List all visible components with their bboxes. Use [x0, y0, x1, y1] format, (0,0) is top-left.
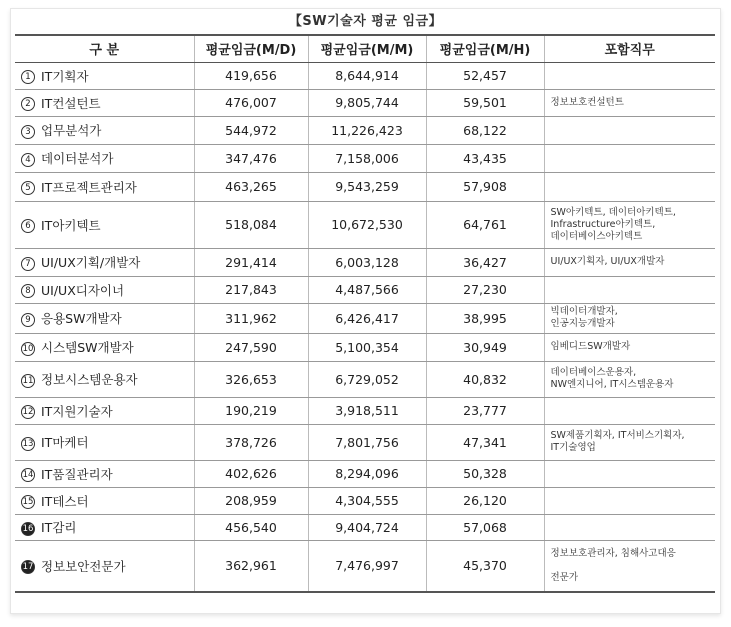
- avg-mh-cell: 57,908: [426, 172, 544, 201]
- table-row: [15, 540, 715, 592]
- avg-mh-cell: 45,370: [426, 540, 544, 592]
- avg-mm-cell: 4,487,566: [308, 276, 426, 303]
- avg-mh-cell: 23,777: [426, 397, 544, 424]
- duties-cell: [544, 201, 715, 248]
- duty-line: SW제품기획자, IT서비스기획자,: [550, 430, 685, 441]
- avg-mm-cell: 10,672,530: [308, 201, 426, 248]
- category-name: IT지원기술자: [41, 403, 113, 419]
- avg-md-cell: 378,726: [194, 424, 308, 460]
- category-cell: [15, 361, 194, 397]
- category-cell: [15, 276, 194, 303]
- circled-number: 17: [22, 562, 34, 573]
- table-row: [15, 248, 715, 276]
- duty-line: 데이터베이스아키텍트: [550, 230, 643, 242]
- circled-number: 13: [22, 438, 34, 449]
- category-name: 정보보안전문가: [41, 558, 126, 574]
- avg-md-cell: 402,626: [194, 460, 308, 487]
- header-row: [15, 35, 715, 62]
- duties-cell: [544, 116, 715, 144]
- category-name: IT테스터: [41, 493, 89, 509]
- circled-number: 9: [21, 313, 35, 327]
- circled-number: 4: [21, 153, 35, 167]
- avg-md-cell: 247,590: [194, 333, 308, 361]
- category-cell: [15, 514, 194, 540]
- avg-mm-cell: 6,003,128: [308, 248, 426, 276]
- duties-cell: [544, 89, 715, 116]
- duties-cell: [544, 248, 715, 276]
- circled-number: 8: [21, 284, 35, 298]
- table-row: [15, 116, 715, 144]
- category-cell: [15, 201, 194, 248]
- circled-number: 5: [21, 181, 35, 195]
- avg-md-cell: 456,540: [194, 514, 308, 540]
- avg-md-cell: 362,961: [194, 540, 308, 592]
- table-row: [15, 460, 715, 487]
- circled-number: 16: [22, 523, 34, 534]
- avg-mh-cell: 40,832: [426, 361, 544, 397]
- category-name: 시스템SW개발자: [41, 340, 134, 355]
- duties-cell: [544, 540, 715, 592]
- duties-cell: [544, 460, 715, 487]
- avg-mh-cell: 47,341: [426, 424, 544, 460]
- avg-mm-cell: 7,801,756: [308, 424, 426, 460]
- wage-table: [15, 34, 715, 593]
- category-name: 정보시스템운용자: [41, 372, 138, 387]
- duty-line: 정보보호컨설턴트: [550, 96, 624, 108]
- category-name: UI/UX기획/개발자: [41, 255, 141, 270]
- avg-mh-cell: 68,122: [426, 116, 544, 144]
- avg-mm-cell: 3,918,511: [308, 397, 426, 424]
- avg-mm-cell: 9,404,724: [308, 514, 426, 540]
- duties-cell: [544, 424, 715, 460]
- duty-line: 임베디드SW개발자: [550, 341, 631, 352]
- duties-cell: [544, 487, 715, 514]
- circled-number: 6: [21, 219, 35, 233]
- avg-mh-cell: 26,120: [426, 487, 544, 514]
- table-row: [15, 276, 715, 303]
- circled-number: 3: [21, 125, 35, 139]
- circled-number: 2: [21, 97, 35, 111]
- avg-md-cell: 208,959: [194, 487, 308, 514]
- circled-number: 12: [22, 407, 34, 417]
- table-row: [15, 201, 715, 248]
- avg-mm-cell: 7,158,006: [308, 144, 426, 172]
- category-cell: [15, 487, 194, 514]
- duty-line: 데이터베이스운용자,: [550, 367, 637, 378]
- duty-line: 정보보호관리자, 침해사고대응: [550, 547, 676, 559]
- duties-cell: [544, 62, 715, 89]
- avg-mh-cell: 30,949: [426, 333, 544, 361]
- avg-md-cell: 217,843: [194, 276, 308, 303]
- duties-cell: [544, 361, 715, 397]
- category-name: 데이터분석가: [41, 151, 114, 166]
- category-cell: [15, 144, 194, 172]
- category-name: IT아키텍트: [41, 217, 101, 233]
- category-cell: [15, 424, 194, 460]
- category-name: 응용SW개발자: [41, 311, 122, 326]
- table-row: [15, 333, 715, 361]
- avg-mh-cell: 57,068: [426, 514, 544, 540]
- avg-md-cell: 311,962: [194, 303, 308, 333]
- duty-line: Infrastructure아키텍트,: [550, 218, 656, 230]
- duty-line: 전문가: [550, 571, 579, 583]
- duty-line: 빅데이터개발자,: [550, 306, 618, 317]
- avg-md-cell: 190,219: [194, 397, 308, 424]
- avg-mh-cell: 38,995: [426, 303, 544, 333]
- circled-number: 11: [22, 375, 34, 386]
- header-category: 구 분: [15, 35, 194, 62]
- avg-mh-cell: 43,435: [426, 144, 544, 172]
- category-cell: [15, 460, 194, 487]
- avg-md-cell: 291,414: [194, 248, 308, 276]
- header-avg-md: 평균임금(M/D): [194, 35, 308, 62]
- avg-mh-cell: 27,230: [426, 276, 544, 303]
- duty-line: 인공지능개발자: [550, 318, 615, 329]
- avg-mm-cell: 6,729,052: [308, 361, 426, 397]
- avg-md-cell: 463,265: [194, 172, 308, 201]
- category-name: IT기획자: [41, 68, 89, 84]
- duties-cell: [544, 144, 715, 172]
- table-row: [15, 89, 715, 116]
- table-row: [15, 361, 715, 397]
- duties-cell: [544, 514, 715, 540]
- table-title: 【SW기술자 평균 임금】: [288, 14, 443, 29]
- category-cell: [15, 248, 194, 276]
- header-duties: 포함직무: [544, 35, 715, 62]
- avg-mm-cell: 7,476,997: [308, 540, 426, 592]
- avg-mh-cell: 50,328: [426, 460, 544, 487]
- category-cell: [15, 89, 194, 116]
- table-row: [15, 424, 715, 460]
- circled-number: 15: [22, 497, 34, 507]
- table-row: [15, 397, 715, 424]
- avg-md-cell: 476,007: [194, 89, 308, 116]
- avg-mh-cell: 52,457: [426, 62, 544, 89]
- circled-number: 14: [22, 470, 34, 480]
- avg-md-cell: 544,972: [194, 116, 308, 144]
- avg-md-cell: 518,084: [194, 201, 308, 248]
- table-row: [15, 303, 715, 333]
- duty-line: IT기술영업: [550, 442, 596, 453]
- circled-number: 7: [21, 257, 35, 271]
- duty-line: NW엔지니어, IT시스템운용자: [550, 379, 674, 390]
- category-cell: [15, 540, 194, 592]
- circled-number: 1: [21, 70, 35, 84]
- category-cell: [15, 333, 194, 361]
- duties-cell: [544, 303, 715, 333]
- avg-mh-cell: 36,427: [426, 248, 544, 276]
- category-name: 업무분석가: [41, 123, 102, 138]
- category-name: IT프로젝트관리자: [41, 179, 137, 195]
- avg-mm-cell: 9,805,744: [308, 89, 426, 116]
- avg-mm-cell: 6,426,417: [308, 303, 426, 333]
- category-name: UI/UX디자이너: [41, 282, 125, 298]
- category-cell: [15, 62, 194, 89]
- avg-md-cell: 347,476: [194, 144, 308, 172]
- duty-line: SW아키텍트, 데이터아키텍트,: [550, 206, 676, 218]
- category-cell: [15, 303, 194, 333]
- duty-line: UI/UX기획자, UI/UX개발자: [550, 256, 665, 267]
- avg-mm-cell: 8,294,096: [308, 460, 426, 487]
- category-cell: [15, 172, 194, 201]
- header-avg-mm: 평균임금(M/M): [308, 35, 426, 62]
- avg-mm-cell: 4,304,555: [308, 487, 426, 514]
- category-name: IT품질관리자: [41, 466, 113, 482]
- category-name: IT마케터: [41, 435, 89, 450]
- header-avg-mh: 평균임금(M/H): [426, 35, 544, 62]
- avg-mm-cell: 9,543,259: [308, 172, 426, 201]
- circled-number: 10: [22, 343, 34, 354]
- table-row: [15, 144, 715, 172]
- duties-cell: [544, 333, 715, 361]
- avg-mm-cell: 5,100,354: [308, 333, 426, 361]
- avg-mm-cell: 11,226,423: [308, 116, 426, 144]
- table-row: [15, 514, 715, 540]
- table-row: [15, 172, 715, 201]
- duties-cell: [544, 397, 715, 424]
- category-name: IT감리: [41, 520, 77, 535]
- category-cell: [15, 116, 194, 144]
- avg-mh-cell: 59,501: [426, 89, 544, 116]
- table-row: [15, 487, 715, 514]
- category-cell: [15, 397, 194, 424]
- category-name: IT컨설턴트: [41, 95, 101, 111]
- avg-mm-cell: 8,644,914: [308, 62, 426, 89]
- duties-cell: [544, 276, 715, 303]
- avg-mh-cell: 64,761: [426, 201, 544, 248]
- duties-cell: [544, 172, 715, 201]
- avg-md-cell: 326,653: [194, 361, 308, 397]
- avg-md-cell: 419,656: [194, 62, 308, 89]
- table-row: [15, 62, 715, 89]
